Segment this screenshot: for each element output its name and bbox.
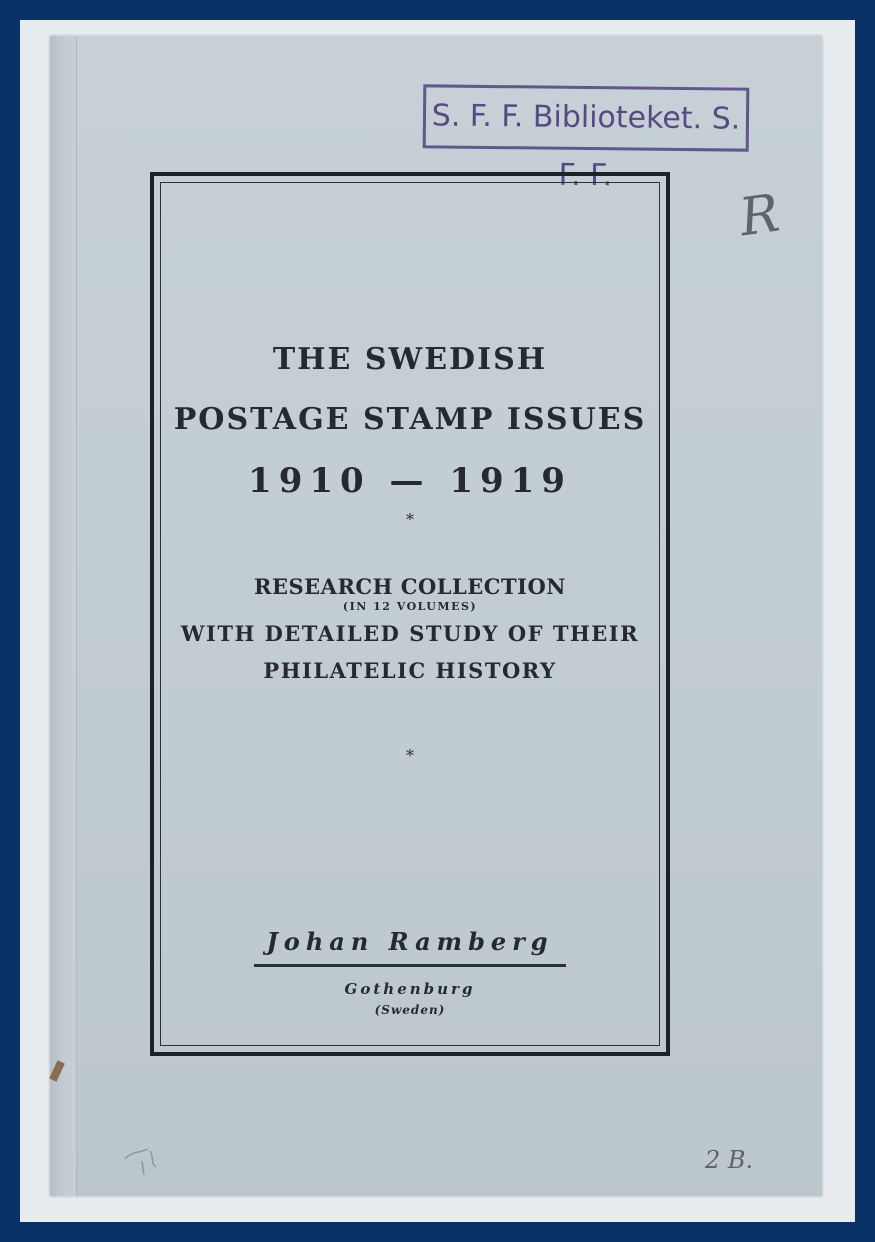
- author-block: [154, 924, 666, 1019]
- title-block: [154, 330, 666, 512]
- subtitle-block: [154, 574, 666, 688]
- booklet-spine: [50, 36, 77, 1196]
- title-years: 1910 — 1919: [248, 461, 572, 501]
- title-line-1: THE SWEDISH: [272, 342, 548, 377]
- detail-line-2: PHILATELIC HISTORY: [263, 658, 557, 683]
- star-ornament-2: *: [406, 746, 414, 765]
- star-ornament-1: *: [406, 510, 414, 529]
- handwritten-mark-top: R: [736, 183, 784, 249]
- author-rule: [254, 964, 566, 967]
- photo-frame: [20, 20, 855, 1222]
- title-line-2: POSTAGE STAMP ISSUES: [173, 402, 647, 437]
- library-stamp: S. F. F. Biblioteket. S. F. F.: [423, 84, 750, 151]
- booklet-cover: [50, 36, 822, 1196]
- research-collection: RESEARCH COLLECTION: [254, 574, 566, 599]
- pencil-scribble: [120, 1141, 170, 1181]
- publisher-country: (Sweden): [374, 1003, 446, 1017]
- publisher-city: Gothenburg: [344, 980, 476, 998]
- detail-line-1: WITH DETAILED STUDY OF THEIR: [180, 621, 640, 646]
- author-name: Johan Ramberg: [266, 927, 554, 956]
- handwritten-mark-bottom: 2 B.: [705, 1146, 754, 1174]
- volumes-note: (IN 12 VOLUMES): [342, 600, 478, 613]
- title-border: [150, 172, 670, 1056]
